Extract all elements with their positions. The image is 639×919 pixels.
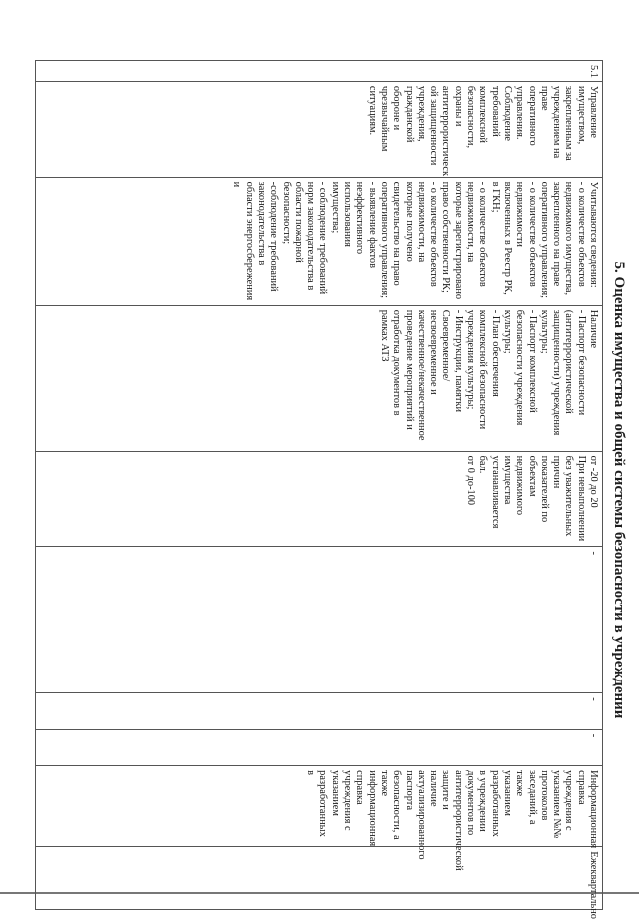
indicator-cell: Управление имуществом, закрепленным за учреждением на праве оперативного управления. Соблюдение требований комплексной безопасности, охраны и антитеррористическ ой защищенности учреждения, гражданской обороне и чрезвычайным ситуациям. [36, 81, 603, 177]
evaluation-table [35, 60, 603, 919]
scale-cell-3: - [36, 729, 603, 765]
scale-cell-1: - [36, 547, 603, 693]
criteria-cell: Наличие - Паспорт безопасности (антитеррористической защищенности) учреждения культуры; - Паспорт комплексной безопасности учреждения культуры; - План обеспечения комплексной безопасности учреждения культуры; - Инструкции, памятки Своевременное/несвоевременное и качественное/некачественное проведение мероприятий и отработка документов в рамках АТЗ [36, 305, 603, 451]
section-heading: 5. Оценка имущества и общей системы безопасности в учреждении [611, 261, 627, 719]
table-row [36, 61, 603, 910]
frequency-cell: Ежеквартально [36, 847, 603, 910]
scoring-cell: от -20 до 20 При невыполнении без уважительных причин показателей по объектам недвижимого имущества устанавливается бал. от 0 до-100 [36, 451, 603, 547]
reporting-cell: Информационная справка учреждения с указанием №№ протоколов заседаний, а также указанием разработанных в учреждении документов по антитеррористической защите и наличие актуализированного паспорта безопасности, а также информационная справка учреждения с указанием разработанных в [36, 766, 603, 847]
scale-cell-2: - [36, 693, 603, 729]
row-number: 5.1 [36, 61, 603, 82]
attributes-cell: Учитываются сведения: - о количестве объектов недвижимого имущества, закрепленного на праве оперативного управления; - о количестве объектов недвижимости включенных в Реестр РК, в ГКН; - о количестве объектов недвижимости, на которые зарегистрировано право собственности РК; - о количестве объектов недвижимости, на которые получено свидетельство на право оперативного управления; - выявление фактов неэффективного использования имущества; - соблюдение требований норм законодательства в области пожарной безопасности; -соблюдение требований законодательства в области энергосбережения и [36, 177, 603, 305]
